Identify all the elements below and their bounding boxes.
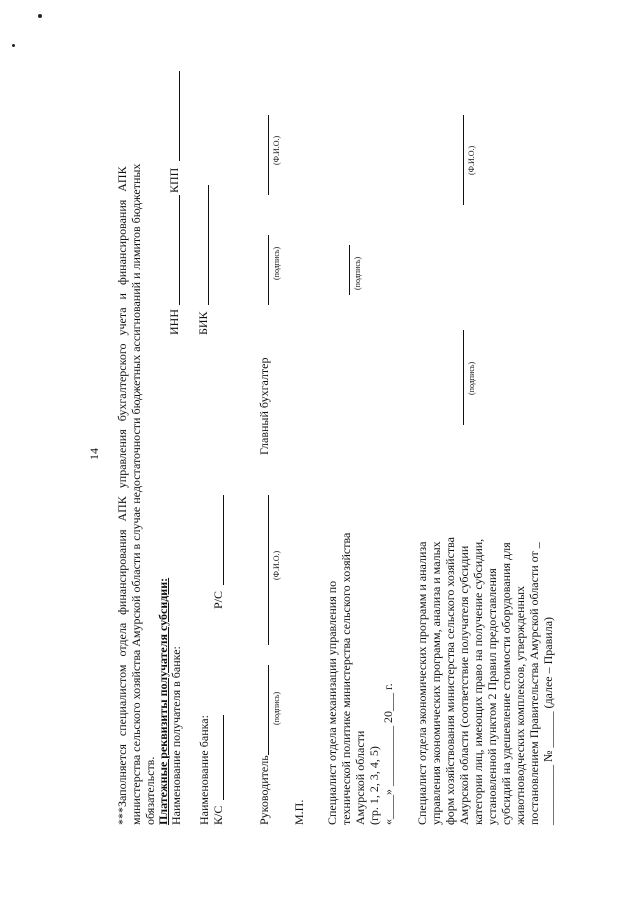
footnote-line-3: обязательств. [143,756,157,825]
mech-spec-line-3: Амурской области [353,730,367,825]
econ-spec-line-1: Специалист отдела экономических программ и анализа [415,541,429,825]
recipient-name-label: Наименование получателя в банке: [169,646,183,825]
econ-spec-line-5: категории лиц, имеющих право на получение субсидии, [471,538,485,825]
mech-spec-line-4: (гр. 1, 2, 3, 4, 5) [367,746,381,825]
mech-signature-line[interactable] [349,245,350,295]
kpp-field[interactable] [179,71,180,161]
chief-accountant-label: Главный бухгалтер [257,357,271,455]
bank-name-label: Наименование банка: [197,715,211,825]
accountant-fio-line[interactable] [268,115,269,195]
econ-spec-line-6: установленной пунктом 2 Правил предоставления [485,568,499,825]
head-fio-line[interactable] [268,495,269,645]
econ-fio-line[interactable] [463,115,464,205]
econ-spec-line-8: животноводческих комплексов, утвержденных [513,585,527,825]
bik-field[interactable] [208,185,209,305]
accountant-signature-caption: (подпись) [272,246,281,280]
footnote-line-2: министерства сельского хозяйства Амурской области в случае недостаточности бюджетных ассигнований и лимитов бюджетных [129,163,143,825]
inn-label: ИНН [167,309,181,335]
bik-label: БИК [196,311,210,335]
ks-label: К/С [211,805,225,825]
econ-signature-caption: (подпись) [467,361,476,395]
head-label: Руководитель [257,755,271,825]
kpp-label: КПП [167,167,181,193]
mech-spec-line-1: Специалист отдела механизации управления по [325,580,339,825]
scan-speck [12,44,15,47]
accountant-fio-caption: (Ф.И.О.) [272,135,281,165]
econ-spec-line-3: форм хозяйствования министерства сельского хозяйства [443,537,457,825]
head-signature-caption: (подпись) [272,691,281,725]
footnote-line-1: ***Заполняется специалистом отдела финансирования АПК управления бухгалтерского учета и финансирования АПК [115,166,129,825]
stamp-label: М.П. [292,799,306,825]
head-signature-line[interactable] [268,665,269,755]
head-fio-caption: (Ф.И.О.) [272,550,281,580]
econ-fio-caption: (Ф.И.О.) [467,145,476,175]
econ-spec-line-2: управления экономических программ, анализа и малых [429,541,443,825]
mech-spec-line-2: технической политике министерства сельского хозяйства [339,532,353,825]
econ-spec-line-9: постановлением Правительства Амурской области от _ [527,542,541,825]
page-number: 14 [87,448,101,460]
econ-signature-line[interactable] [463,330,464,425]
accountant-signature-line[interactable] [268,235,269,305]
rotated-content [85,25,555,825]
inn-field[interactable] [179,195,180,305]
section-title: Платежные реквизиты получателя субсидии: [156,577,170,825]
rs-label: Р/С [211,590,225,609]
mech-signature-caption: (подпись) [353,256,362,290]
ks-field[interactable] [223,715,224,800]
econ-spec-line-4: Амурской области (соответствие получателя субсидии [457,545,471,825]
econ-spec-line-10: __________ № ______ (далее – Правила) [541,616,555,825]
econ-spec-line-7: субсидий на удешевление стоимости оборудования для [499,542,513,825]
mech-date-line: «____» __________ 20___ г. [381,683,395,825]
rs-field[interactable] [223,495,224,585]
scan-speck [38,14,42,18]
